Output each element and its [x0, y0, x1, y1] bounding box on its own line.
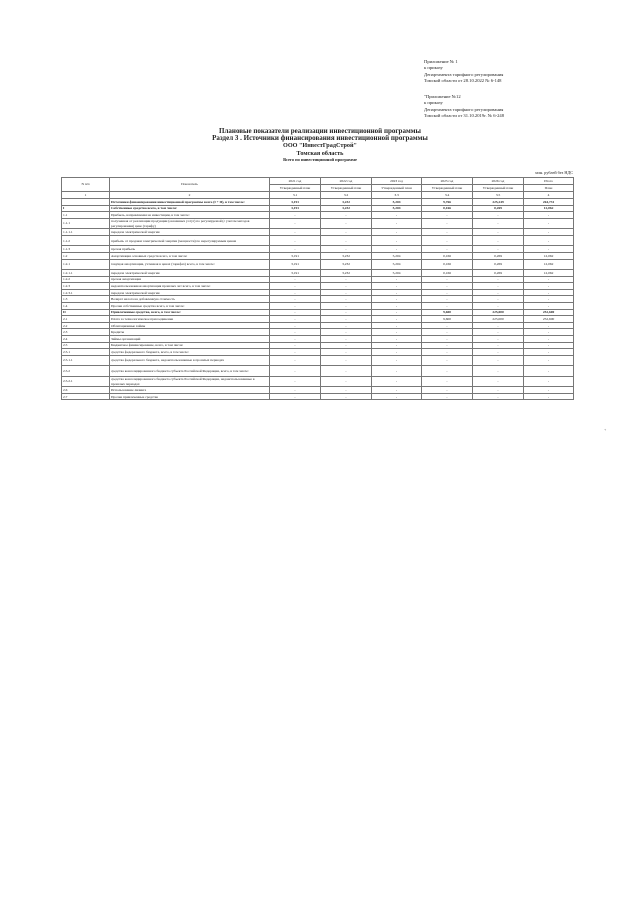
row-value: -: [422, 349, 473, 356]
row-value: -: [422, 366, 473, 377]
table-row: [62, 218, 574, 229]
row-value: -: [321, 303, 372, 310]
row-number: 2.5.2: [62, 366, 110, 377]
row-number: 1.2: [62, 252, 110, 259]
row-total: -: [524, 296, 574, 303]
row-number: 2.5.2.1: [62, 376, 110, 387]
table-row: [62, 246, 574, 253]
row-total: -: [524, 212, 574, 219]
row-indicator: средства федерального бюджета, недоиспользованные в прошлых периодах: [110, 355, 270, 366]
row-value: 0,166: [422, 205, 473, 212]
row-value: -: [473, 349, 524, 356]
row-total: -: [524, 342, 574, 349]
row-value: -: [473, 387, 524, 394]
table-row: [62, 355, 574, 366]
row-number: 1.1: [62, 212, 110, 219]
row-indicator: недоиспользованная амортизация прошлых лет всего, в том числе:: [110, 283, 270, 290]
row-number: 1.1.1: [62, 218, 110, 229]
table-head: [62, 178, 574, 199]
row-number: 2.2: [62, 322, 110, 329]
row-value: -: [270, 229, 321, 236]
units-label: млн. рублей без НДС: [535, 170, 573, 175]
row-value: -: [372, 342, 422, 349]
row-value: -: [422, 289, 473, 296]
row-value: -: [473, 342, 524, 349]
row-value: -: [473, 393, 524, 400]
row-number: 2.7: [62, 393, 110, 400]
row-value: -: [321, 322, 372, 329]
column-number: 3.3: [372, 192, 422, 199]
row-value: -: [473, 246, 524, 253]
year-header: 2026 год: [473, 178, 524, 185]
num-header: N п/п: [62, 178, 110, 192]
row-value: -: [422, 283, 473, 290]
table-row: [62, 289, 574, 296]
row-value: -: [270, 355, 321, 366]
row-total: 252,600: [524, 316, 574, 323]
row-value: 3,191: [270, 205, 321, 212]
row-total: -: [524, 229, 574, 236]
row-indicator: прочая амортизация: [110, 276, 270, 283]
row-total: -: [524, 218, 574, 229]
table-row: [62, 259, 574, 270]
row-value: -: [372, 229, 422, 236]
order-line: к приказу: [424, 65, 443, 71]
row-value: -: [270, 366, 321, 377]
row-value: 225,249: [473, 199, 524, 206]
row-value: 5,204: [372, 270, 422, 277]
row-total: -: [524, 349, 574, 356]
table-row: [62, 316, 574, 323]
row-value: -: [321, 296, 372, 303]
row-value: -: [270, 276, 321, 283]
row-value: -: [321, 246, 372, 253]
financing-table: [61, 177, 574, 400]
row-number: 1.2.3.1: [62, 289, 110, 296]
row-number: 1.2.2: [62, 276, 110, 283]
row-number: 1.3: [62, 296, 110, 303]
row-indicator: средства консолидированного бюджета субъекта Российской Федерации, всего, в том числе:: [110, 366, 270, 377]
plan-subheader: План: [524, 185, 574, 192]
row-value: -: [422, 393, 473, 400]
row-value: -: [422, 235, 473, 246]
row-indicator: прибыль от продажи электрической энергии (мощности) по нерегулируемым ценам: [110, 235, 270, 246]
row-value: -: [372, 303, 422, 310]
row-value: -: [473, 229, 524, 236]
row-number: [62, 199, 110, 206]
row-value: 3,232: [321, 259, 372, 270]
row-value: -: [321, 355, 372, 366]
row-number: 2.5.1.1: [62, 355, 110, 366]
row-value: -: [422, 322, 473, 329]
row-value: -: [422, 336, 473, 343]
row-value: -: [473, 376, 524, 387]
row-number: 2.5.1: [62, 349, 110, 356]
row-value: -: [270, 235, 321, 246]
row-value: -: [270, 336, 321, 343]
row-value: 0,269: [473, 259, 524, 270]
order-line: Департамента тарифного регулирования: [424, 71, 504, 77]
row-value: -: [270, 283, 321, 290]
row-value: 0,166: [422, 252, 473, 259]
row-number: 1.4: [62, 303, 110, 310]
row-value: -: [270, 393, 321, 400]
table-row: [62, 270, 574, 277]
program-scope: Всего по инвестиционной программе: [283, 156, 357, 162]
row-value: -: [422, 355, 473, 366]
plan-subheader: Утвержденный план: [321, 185, 372, 192]
row-indicator: Прочие привлеченные средства: [110, 393, 270, 400]
row-indicator: Источники финансирования инвестиционной программы всего (I + II), в том числе:: [110, 199, 270, 206]
row-value: -: [372, 316, 422, 323]
row-value: -: [473, 283, 524, 290]
row-value: 5,204: [372, 259, 422, 270]
row-value: -: [372, 296, 422, 303]
row-value: 3,232: [321, 199, 372, 206]
row-value: -: [270, 289, 321, 296]
row-indicator: Собственные средства всего, в том числе:: [110, 205, 270, 212]
row-value: -: [422, 212, 473, 219]
row-value: -: [372, 387, 422, 394]
row-total: -: [524, 303, 574, 310]
table-row: [62, 336, 574, 343]
row-indicator: Облигационные займы: [110, 322, 270, 329]
row-total: -: [524, 336, 574, 343]
row-value: -: [473, 289, 524, 296]
row-indicator: текущая амортизация, учтенная в ценах (тарифах) всего, в том числе:: [110, 259, 270, 270]
section-title: Раздел 3 . Источники финансирования инвестиционной программы: [212, 134, 428, 143]
table-row: [62, 309, 574, 316]
row-value: -: [473, 218, 524, 229]
row-value: -: [473, 276, 524, 283]
row-value: -: [321, 342, 372, 349]
row-number: 1.1.1.1: [62, 229, 110, 236]
appendix-line: Департамента тарифного регулирования: [424, 106, 504, 112]
row-value: -: [270, 309, 321, 316]
row-value: -: [321, 329, 372, 336]
row-value: -: [422, 276, 473, 283]
row-value: -: [270, 322, 321, 329]
row-value: -: [422, 342, 473, 349]
row-value: -: [422, 246, 473, 253]
row-number: 1.1.2: [62, 235, 110, 246]
row-value: 3,191: [270, 199, 321, 206]
row-value: -: [321, 218, 372, 229]
row-number: I: [62, 205, 110, 212]
row-value: -: [422, 229, 473, 236]
row-value: 0,269: [473, 252, 524, 259]
row-value: -: [473, 322, 524, 329]
table-row: [62, 199, 574, 206]
column-number: 3.4: [422, 192, 473, 199]
row-value: -: [321, 336, 372, 343]
row-value: 0,166: [422, 259, 473, 270]
row-value: -: [473, 296, 524, 303]
row-value: -: [321, 376, 372, 387]
row-value: 3,191: [270, 270, 321, 277]
plan-subheader: Утвержденный план: [473, 185, 524, 192]
row-value: -: [321, 229, 372, 236]
row-number: II: [62, 309, 110, 316]
row-value: -: [372, 289, 422, 296]
row-value: -: [321, 349, 372, 356]
row-value: -: [372, 246, 422, 253]
row-value: -: [372, 212, 422, 219]
table-row: [62, 366, 574, 377]
row-total: 264,731: [524, 199, 574, 206]
row-value: 225,000: [473, 309, 524, 316]
column-number: 4: [524, 192, 574, 199]
row-value: -: [321, 309, 372, 316]
row-value: 5,204: [372, 199, 422, 206]
row-value: -: [321, 235, 372, 246]
row-value: -: [270, 316, 321, 323]
row-value: -: [473, 355, 524, 366]
row-value: 3,232: [321, 270, 372, 277]
row-value: -: [321, 387, 372, 394]
row-value: 225,000: [473, 316, 524, 323]
row-value: -: [270, 218, 321, 229]
row-indicator: передача электрической энергии: [110, 229, 270, 236]
year-header: 2021 год: [270, 178, 321, 185]
order-reference: [424, 59, 503, 85]
row-value: -: [321, 393, 372, 400]
row-value: -: [321, 316, 372, 323]
row-value: -: [422, 296, 473, 303]
row-indicator: Возврат налога на добавленную стоимость: [110, 296, 270, 303]
row-number: 1.2.1.1: [62, 270, 110, 277]
row-number: 2.1: [62, 316, 110, 323]
row-total: -: [524, 289, 574, 296]
row-value: -: [473, 329, 524, 336]
row-indicator: Бюджетное финансирование, всего, в том числе:: [110, 342, 270, 349]
row-value: -: [372, 283, 422, 290]
row-value: -: [372, 218, 422, 229]
row-total: -: [524, 329, 574, 336]
row-value: 0,269: [473, 270, 524, 277]
row-value: -: [372, 349, 422, 356]
row-total: 12,062: [524, 205, 574, 212]
row-total: 12,062: [524, 252, 574, 259]
row-total: 12,062: [524, 259, 574, 270]
table-row: [62, 212, 574, 219]
row-value: -: [422, 218, 473, 229]
appendix-line: "Приложение №12: [424, 94, 461, 99]
row-total: -: [524, 366, 574, 377]
company-name: ООО "ИнвестГрадСтрой": [283, 142, 357, 150]
document-title: [40, 128, 600, 163]
row-indicator: Займы организаций: [110, 336, 270, 343]
appendix-line: Томской области от 31.10.2019г. № 6-248: [424, 113, 504, 119]
row-indicator: прочая прибыль: [110, 246, 270, 253]
year-header: 2022 год: [321, 178, 372, 185]
table-row: [62, 393, 574, 400]
row-value: -: [321, 289, 372, 296]
row-total: -: [524, 322, 574, 329]
row-value: -: [422, 387, 473, 394]
row-indicator: полученная от реализации продукции (оказанных услуг) по регулируемой (с учетом методов регулирования) цене (тарифу): [110, 218, 270, 229]
table-row: [62, 252, 574, 259]
column-number: 2: [110, 192, 270, 199]
row-value: 3,191: [270, 259, 321, 270]
row-value: -: [422, 329, 473, 336]
row-total: -: [524, 246, 574, 253]
row-value: -: [372, 309, 422, 316]
row-value: 5,204: [372, 205, 422, 212]
row-total: -: [524, 276, 574, 283]
row-number: 2.4: [62, 336, 110, 343]
row-value: -: [422, 303, 473, 310]
table-row: [62, 229, 574, 236]
row-total: 12,062: [524, 270, 574, 277]
row-total: -: [524, 355, 574, 366]
row-indicator: Прочие собственные средства всего, в том числе:: [110, 303, 270, 310]
row-value: -: [321, 283, 372, 290]
row-total: -: [524, 235, 574, 246]
table-row: [62, 276, 574, 283]
row-indicator: средства консолидированного бюджета субъекта Российской Федерации, недоиспользованные в прошлых периодах: [110, 376, 270, 387]
appendix-line: к приказу: [424, 100, 443, 106]
plan-subheader: Утвержденный план: [372, 185, 422, 192]
table-body: [62, 199, 574, 400]
column-number: 3.2: [321, 192, 372, 199]
column-number: 1: [62, 192, 110, 199]
row-value: -: [372, 336, 422, 343]
row-value: -: [372, 376, 422, 387]
table-row: [62, 387, 574, 394]
row-total: -: [524, 283, 574, 290]
row-value: -: [270, 246, 321, 253]
plan-subheader: Утвержденный план: [422, 185, 473, 192]
row-value: -: [270, 387, 321, 394]
table-row: [62, 283, 574, 290]
row-number: 1.2.3: [62, 283, 110, 290]
row-value: -: [372, 355, 422, 366]
row-value: -: [270, 296, 321, 303]
title-line: Плановые показатели реализации инвестиционной программы: [219, 127, 421, 135]
row-indicator: Амортизация основных средств всего, в том числе:: [110, 252, 270, 259]
table-row: [62, 205, 574, 212]
row-number: 2.5: [62, 342, 110, 349]
column-number: 3.5: [473, 192, 524, 199]
row-value: -: [372, 393, 422, 400]
order-line: Томской области от 28.10.2022 № 6-148: [424, 78, 502, 84]
row-value: 9,600: [422, 309, 473, 316]
row-indicator: передача электрической энергии: [110, 289, 270, 296]
row-value: -: [270, 212, 321, 219]
row-value: -: [270, 303, 321, 310]
row-indicator: Кредиты: [110, 329, 270, 336]
column-number: 3.1: [270, 192, 321, 199]
table-row: [62, 342, 574, 349]
row-value: -: [372, 276, 422, 283]
row-value: 3,232: [321, 205, 372, 212]
row-value: 3,232: [321, 252, 372, 259]
table-row: [62, 322, 574, 329]
row-value: -: [473, 303, 524, 310]
row-value: -: [473, 235, 524, 246]
row-value: -: [422, 376, 473, 387]
row-value: 0,269: [473, 205, 524, 212]
row-value: 5,204: [372, 252, 422, 259]
row-indicator: Плата за технологическое присоединение: [110, 316, 270, 323]
row-total: -: [524, 387, 574, 394]
row-value: -: [372, 235, 422, 246]
appendix-reference: [424, 94, 504, 120]
row-value: -: [321, 366, 372, 377]
row-value: -: [372, 366, 422, 377]
row-indicator: передача электрической энергии: [110, 270, 270, 277]
table-row: [62, 349, 574, 356]
indicator-header: Показатель: [110, 178, 270, 192]
row-indicator: Привлеченные средства, всего, в том числе:: [110, 309, 270, 316]
order-line: Приложение № 1: [424, 59, 458, 64]
row-number: 2.3: [62, 329, 110, 336]
row-value: -: [270, 349, 321, 356]
region-name: Томская область: [296, 149, 344, 157]
row-number: 1.1.3: [62, 246, 110, 253]
row-total: -: [524, 376, 574, 387]
row-value: -: [321, 212, 372, 219]
row-number: 2.6: [62, 387, 110, 394]
row-indicator: Прибыль, направляемая на инвестиции, в том числе:: [110, 212, 270, 219]
table-row: [62, 303, 574, 310]
row-indicator: Использование лизинга: [110, 387, 270, 394]
row-total: -: [524, 393, 574, 400]
row-value: -: [270, 342, 321, 349]
row-indicator: средства федерального бюджета, всего, в том числе:: [110, 349, 270, 356]
year-header: 2025 год: [422, 178, 473, 185]
row-value: -: [372, 322, 422, 329]
row-value: -: [473, 366, 524, 377]
total-header: Итого: [524, 178, 574, 185]
scan-mark: +: [604, 427, 607, 432]
table-row: [62, 376, 574, 387]
table-row: [62, 235, 574, 246]
row-value: -: [473, 336, 524, 343]
row-value: 9,600: [422, 316, 473, 323]
year-header: 2023 год: [372, 178, 422, 185]
row-value: -: [270, 329, 321, 336]
row-value: 0,166: [422, 270, 473, 277]
row-value: 9,766: [422, 199, 473, 206]
row-total: 252,600: [524, 309, 574, 316]
table-row: [62, 329, 574, 336]
table-row: [62, 296, 574, 303]
row-value: 3,191: [270, 252, 321, 259]
row-value: -: [372, 329, 422, 336]
row-number: 1.2.1: [62, 259, 110, 270]
row-value: -: [473, 212, 524, 219]
plan-subheader: Утвержденный план: [270, 185, 321, 192]
row-value: -: [321, 276, 372, 283]
row-value: -: [270, 376, 321, 387]
